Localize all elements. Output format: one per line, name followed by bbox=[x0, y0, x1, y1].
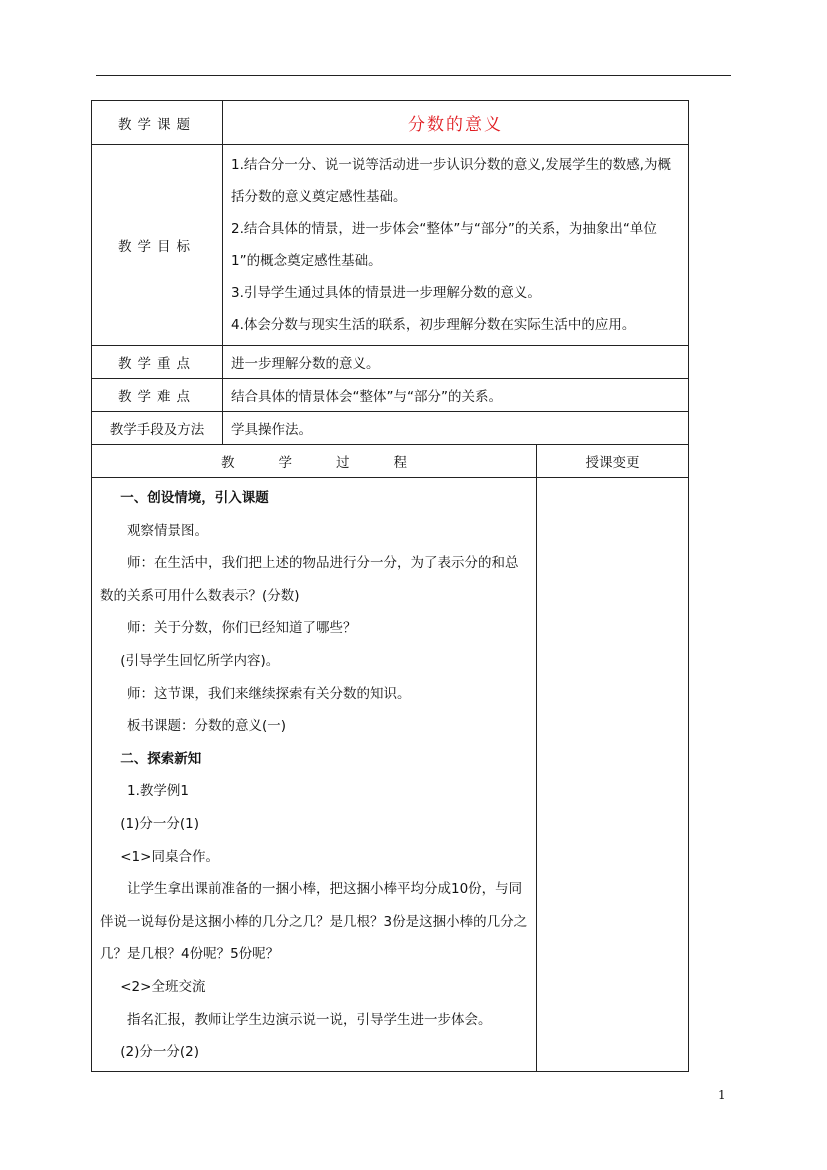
key-value: 进一步理解分数的意义。 bbox=[223, 346, 689, 379]
objectives-cell bbox=[223, 145, 689, 346]
change-cell bbox=[537, 478, 689, 1072]
objectives-row bbox=[92, 145, 689, 346]
process-body-row bbox=[92, 478, 689, 1072]
process-line: (引导学生回忆所学内容)。 bbox=[120, 652, 280, 669]
key-label: 教学重点 bbox=[92, 346, 223, 379]
process-line: 1.教学例1 bbox=[127, 783, 189, 800]
method-row bbox=[92, 412, 689, 445]
objective-item: 3.引导学生通过具体的情景进一步理解分数的意义。 bbox=[231, 285, 541, 301]
process-line: 板书课题：分数的意义(一) bbox=[127, 718, 287, 735]
page-number: 1 bbox=[718, 1088, 726, 1102]
process-line: 让学生拿出课前准备的一捆小棒，把这捆小棒平均分成10份，与同伴说一说每份是这捆小棒的几分之几？是几根？3份是这捆小棒的几分之几？是几根？4份呢？5份呢？ bbox=[100, 881, 528, 963]
process-line: 师：在生活中，我们把上述的物品进行分一分，为了表示分的和总数的关系可用什么数表示？(分数) bbox=[100, 555, 519, 604]
objective-item: 1.结合分一分、说一说等活动进一步认识分数的意义,发展学生的数感,为概括分数的意义奠定感性基础。 bbox=[231, 157, 671, 205]
topic-row bbox=[92, 101, 689, 145]
topic-title: 分数的意义 bbox=[223, 101, 689, 145]
process-header-char: 学 bbox=[278, 455, 292, 471]
process-line: <1>同桌合作。 bbox=[120, 848, 219, 865]
process-header-row bbox=[92, 445, 689, 478]
process-header-char: 教 bbox=[221, 455, 235, 471]
process-line: 观察情景图。 bbox=[127, 522, 208, 539]
process-header-char: 程 bbox=[393, 455, 407, 471]
process-line: 师：这节课，我们来继续探索有关分数的知识。 bbox=[127, 685, 411, 702]
process-line: <2>全班交流 bbox=[120, 978, 206, 995]
topic-label: 教学课题 bbox=[92, 101, 223, 145]
method-label: 教学手段及方法 bbox=[92, 412, 223, 445]
change-header: 授课变更 bbox=[537, 445, 689, 478]
header-rule bbox=[96, 75, 731, 76]
difficulty-value: 结合具体的情景体会“整体”与“部分”的关系。 bbox=[223, 379, 689, 412]
method-value: 学具操作法。 bbox=[223, 412, 689, 445]
section-heading: 一、创设情境，引入课题 bbox=[120, 490, 269, 506]
difficulty-label: 教学难点 bbox=[92, 379, 223, 412]
objectives-label: 教学目标 bbox=[92, 145, 223, 346]
process-line: (1)分一分(1) bbox=[120, 815, 199, 832]
process-header bbox=[92, 445, 537, 478]
process-content bbox=[92, 478, 537, 1072]
objective-item: 2.结合具体的情景，进一步体会“整体”与“部分”的关系，为抽象出“单位1”的概念奠定感性基础。 bbox=[231, 221, 657, 269]
section-heading: 二、探索新知 bbox=[120, 750, 202, 767]
process-line: 指名汇报，教师让学生边演示说一说，引导学生进一步体会。 bbox=[127, 1011, 492, 1028]
difficulty-row bbox=[92, 379, 689, 412]
lesson-plan-table bbox=[91, 100, 689, 1072]
process-line: 师：关于分数，你们已经知道了哪些？ bbox=[127, 620, 357, 637]
key-row bbox=[92, 346, 689, 379]
process-header-char: 过 bbox=[336, 455, 350, 471]
objective-item: 4.体会分数与现实生活的联系，初步理解分数在实际生活中的应用。 bbox=[231, 317, 636, 333]
process-line: (2)分一分(2) bbox=[120, 1044, 199, 1061]
